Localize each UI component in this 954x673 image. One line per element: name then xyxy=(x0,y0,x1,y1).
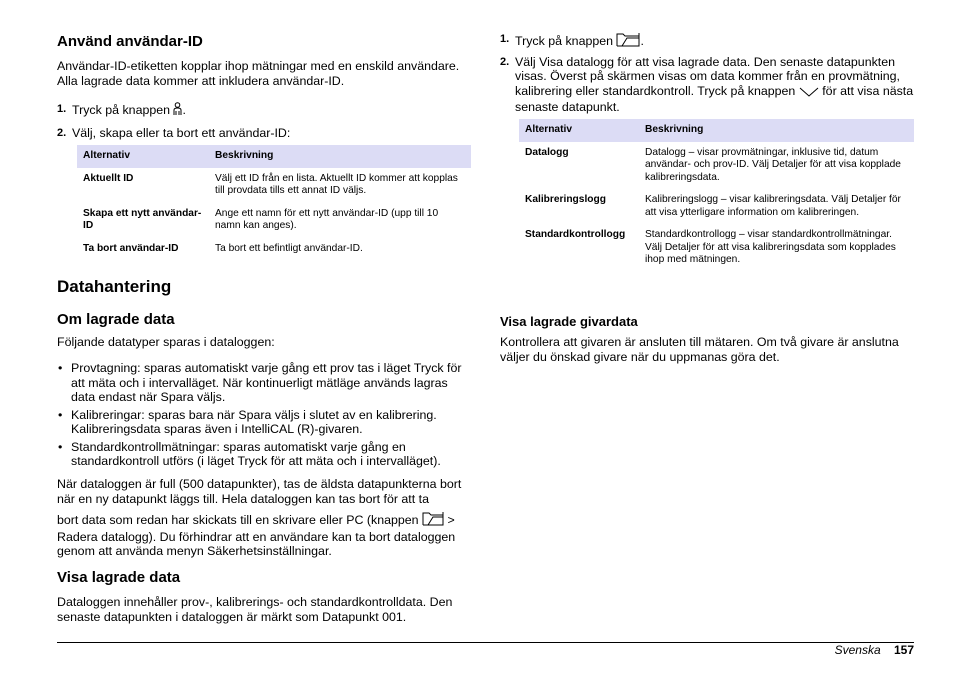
user-id-options-table xyxy=(77,145,471,260)
table-header: Alternativ xyxy=(519,119,639,142)
table-row: Aktuellt ID Välj ett ID från en lista. Aktuellt ID kommer att kopplas till provdata tills ett annat ID väljs. xyxy=(83,172,458,196)
sensor-data-text: Kontrollera att givaren är ansluten till mätaren. Om två givare är anslutna väljer du önskad givare när du uppmanas göra det. xyxy=(500,335,899,364)
step-item: 2. Välj, skapa eller ta bort ett användar-ID: xyxy=(57,125,291,140)
page-title: Datahantering xyxy=(57,277,172,296)
datalog-full-text: När dataloggen är full (500 datapunkter), tas de äldsta datapunkterna bort när en ny datapunkt läggs till. Hela dataloggen kan tas bort för att ta xyxy=(57,477,462,506)
section-title-sensor-data: Visa lagrade givardata xyxy=(500,314,638,329)
folder-icon xyxy=(422,511,444,530)
step-item: 1. Tryck på knappen . xyxy=(500,32,914,51)
down-arrow-icon xyxy=(799,86,819,101)
list-item: • Kalibreringar: sparas bara när Spara väljs i slutet av en kalibrering. Kalibreringsdata sparas även i IntelliCAL (R)-givaren. xyxy=(57,408,471,437)
list-item: • Standardkontrollmätningar: sparas automatiskt varje gång en standardkontroll utförs (i läget Tryck för att mäta och i intervalläget). xyxy=(57,440,471,469)
step-item: 2. Välj Visa datalogg för att visa lagrade data. Den senaste datapunkten visas. Överst på skärmen visas om data kommer från en provmätning, kalibrering eller standardkontroll. Tryck på knappen för att visa nästa senaste datapunkt. xyxy=(500,54,914,114)
page-footer xyxy=(835,643,914,657)
table-header-row xyxy=(77,145,471,168)
table-header-row xyxy=(519,119,914,142)
table-row: Standardkontrollogg Standardkontrollogg – visar standardkontrollmätningar. Välj Detaljer för att visa kalibreringsdata som kopplades ihop med mätningen. xyxy=(525,229,896,265)
table-row: Skapa ett nytt användar-ID Ange ett namn för ett nytt användar-ID (upp till 10 namn kan anges). xyxy=(83,207,439,231)
section-title-user-id: Använd användar-ID xyxy=(57,33,203,50)
view-data-text: Dataloggen innehåller prov-, kalibrerings- och standardkontrolldata. Den senaste datapunkten i dataloggen är märkt som Datapunkt 001. xyxy=(57,595,453,624)
table-row: Datalogg Datalogg – visar provmätningar, inklusive tid, datum användar- och prov-ID. Välj Detaljer för att visa kopplade kalibreringsdata. xyxy=(525,146,901,183)
footer-divider xyxy=(57,642,914,643)
user-id-intro: Användar-ID-etiketten kopplar ihop mätningar med en enskild användare. Alla lagrade data kommer att inkludera användar-ID. xyxy=(57,59,460,88)
datalog-delete-text: bort data som redan har skickats till en skrivare eller PC (knappen > Radera datalogg). Du förhindrar att en användare kan ta bort dataloggen genom att använda menyn Säkerhetsinställningar. xyxy=(57,513,456,558)
stored-data-intro: Följande datatyper sparas i dataloggen: xyxy=(57,335,275,349)
list-item: • Provtagning: sparas automatiskt varje gång ett prov tas i läget Tryck för att mäta och i intervalläget. När kontinuerligt mätläge används lagras data endast när Spara väljs. xyxy=(57,361,471,405)
section-title-view-data: Visa lagrade data xyxy=(57,569,181,586)
section-title-stored-data: Om lagrade data xyxy=(57,311,175,328)
table-row: Kalibreringslogg Kalibreringslogg – visar kalibreringsdata. Välj Detaljer för att visa ytterligare information om kalibreringen. xyxy=(525,194,901,218)
data-type-list xyxy=(57,361,471,472)
page-number: 157 xyxy=(893,643,914,657)
view-data-steps xyxy=(500,32,914,115)
footer-language: Svenska xyxy=(834,643,881,657)
table-header: Beskrivning xyxy=(639,119,914,142)
table-header: Beskrivning xyxy=(209,145,471,168)
user-id-steps xyxy=(57,102,471,140)
step-item: 1. Tryck på knappen . xyxy=(57,102,471,120)
table-header: Alternativ xyxy=(77,145,209,168)
datalog-options-table xyxy=(519,119,914,272)
folder-icon xyxy=(616,32,640,51)
table-row: Ta bort användar-ID Ta bort ett befintligt användar-ID. xyxy=(83,242,363,254)
